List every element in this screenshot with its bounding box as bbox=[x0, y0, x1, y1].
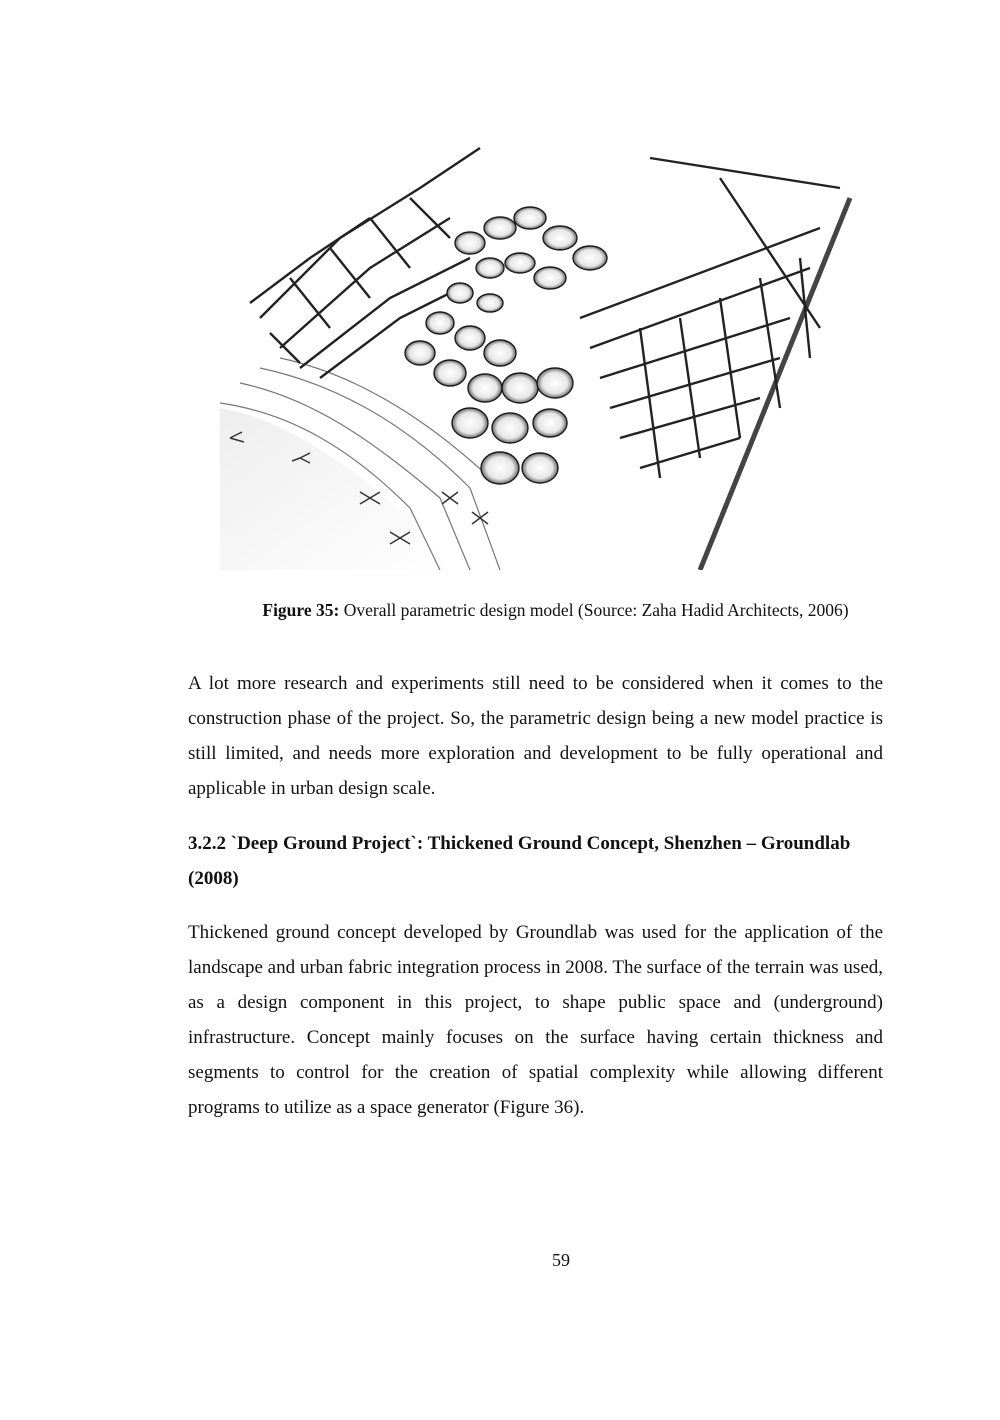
figure-caption bbox=[188, 598, 923, 622]
page-number: 59 bbox=[552, 1250, 570, 1270]
parametric-model-render bbox=[220, 118, 855, 570]
figure-35-image bbox=[220, 118, 855, 570]
section-heading: 3.2.2 `Deep Ground Project`: Thickened Ground Concept, Shenzhen – Groundlab (2008) bbox=[188, 833, 851, 889]
figure-label: Figure 35: bbox=[262, 600, 340, 620]
figure-caption-text: Overall parametric design model (Source: Zaha Hadid Architects, 2006) bbox=[339, 600, 849, 620]
body-paragraph-1: A lot more research and experiments still need to be considered when it comes to the construction phase of the project. So, the parametric design being a new model practice is still limited, and needs more exploration and development to be fully operational and applicable in urban design scale. bbox=[188, 673, 883, 799]
body-paragraph-2: Thickened ground concept developed by Groundlab was used for the application of the landscape and urban fabric integration process in 2008. The surface of the terrain was used, as a design component in this project, to shape public space and (underground) infrastructure. Concept mainly focuses on the surface having certain thickness and segments to control for the creation of spatial complexity while allowing different programs to utilize as a space generator (Figure 36). bbox=[188, 922, 884, 1118]
